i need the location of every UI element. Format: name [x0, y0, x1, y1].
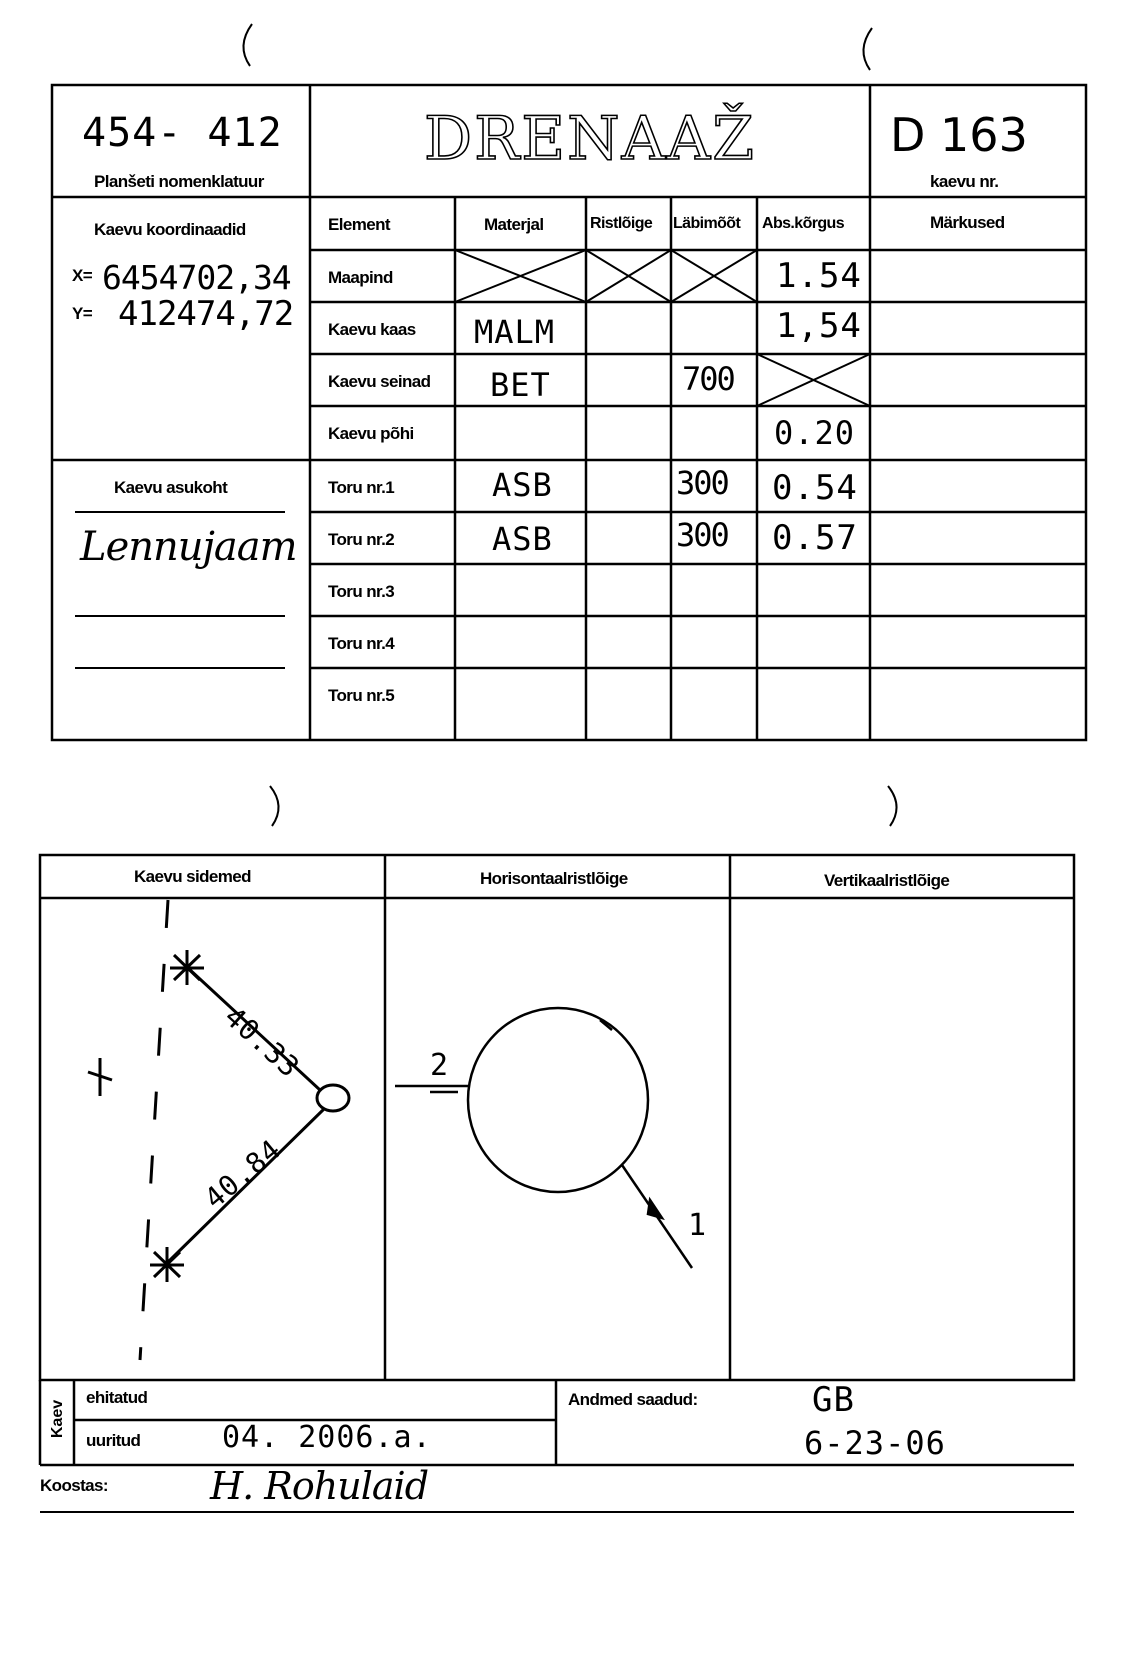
col-header-materjal: Materjal: [484, 215, 544, 234]
row-element-label: Toru nr.4: [328, 634, 395, 653]
well-number-label: kaevu nr.: [930, 172, 999, 191]
abs-value-kaas: 1,54: [776, 306, 862, 346]
pipe-label-1: 1: [688, 1208, 708, 1243]
uuritud-value: 04. 2006.a.: [222, 1420, 432, 1455]
row-element-label: Toru nr.5: [328, 686, 395, 705]
row-element-label: Kaevu põhi: [328, 424, 414, 443]
coord-x-value: 6454702,34: [102, 258, 291, 297]
koostas-value: H. Rohulaid: [210, 1464, 429, 1508]
abs-value-maapind: 1.54: [776, 256, 862, 296]
kaev-label: Kaev: [49, 1399, 66, 1439]
row-element-label: Toru nr.1: [328, 478, 395, 497]
row-element-label: Toru nr.3: [328, 582, 395, 601]
materjal-value-seinad: BET: [490, 366, 551, 404]
coordinates-label: Kaevu koordinaadid: [94, 220, 246, 239]
materjal-value-toru1: ASB: [492, 466, 553, 504]
col-header-ristloige: Ristlõige: [590, 215, 653, 232]
labimoot-value-toru2: 300: [676, 516, 728, 554]
row-element-label: Toru nr.2: [328, 530, 395, 549]
col-header-element: Element: [328, 215, 390, 234]
col-header-labimoot: Läbimõõt: [673, 215, 741, 232]
horizontal-section-sketch: [395, 1008, 692, 1268]
well-number-value: D 163: [890, 108, 1028, 162]
andmed-label: Andmed saadud:: [568, 1390, 698, 1409]
ehitatud-label: ehitatud: [86, 1388, 148, 1407]
connection-sketch: [88, 900, 349, 1360]
nomenclature-value: 454- 412: [82, 110, 283, 156]
andmed-date: 6-23-06: [804, 1424, 946, 1462]
abs-value-toru2: 0.57: [772, 518, 858, 558]
andmed-initials: GB: [812, 1380, 855, 1420]
location-value: Lennujaam: [80, 524, 297, 570]
coord-x-prefix: X=: [72, 266, 93, 285]
header-horisontaalristloige: Horisontaalristlõige: [480, 869, 628, 888]
row-element-label: Maapind: [328, 268, 393, 287]
col-header-markused: Märkused: [930, 213, 1005, 232]
col-header-abs-korgus: Abs.kõrgus: [762, 215, 845, 232]
form-title: DRENAAŽ: [424, 104, 756, 174]
materjal-value-toru2: ASB: [492, 520, 553, 558]
nomenclature-label: Planšeti nomenklatuur: [94, 172, 264, 191]
abs-value-pohi: 0.20: [774, 414, 856, 452]
labimoot-value-toru1: 300: [676, 464, 728, 502]
coord-y-prefix: Y=: [72, 304, 93, 323]
row-element-label: Kaevu seinad: [328, 372, 431, 391]
header-vertikaalristloige: Vertikaalristlõige: [824, 871, 950, 890]
uuritud-label: uuritud: [86, 1431, 141, 1450]
header-kaevu-sidemed: Kaevu sidemed: [134, 867, 251, 886]
location-label: Kaevu asukoht: [114, 478, 228, 497]
coord-y-value: 412474,72: [118, 294, 294, 334]
distance-label-1: 40.33: [217, 1000, 307, 1085]
materjal-value-kaas: MALM: [474, 313, 556, 351]
distance-label-2: 40.84: [198, 1132, 288, 1216]
koostas-label: Koostas:: [40, 1476, 108, 1495]
row-element-label: Kaevu kaas: [328, 320, 416, 339]
abs-value-toru1: 0.54: [772, 468, 858, 508]
labimoot-value-seinad: 700: [682, 360, 734, 398]
pipe-label-2: 2: [430, 1048, 450, 1083]
